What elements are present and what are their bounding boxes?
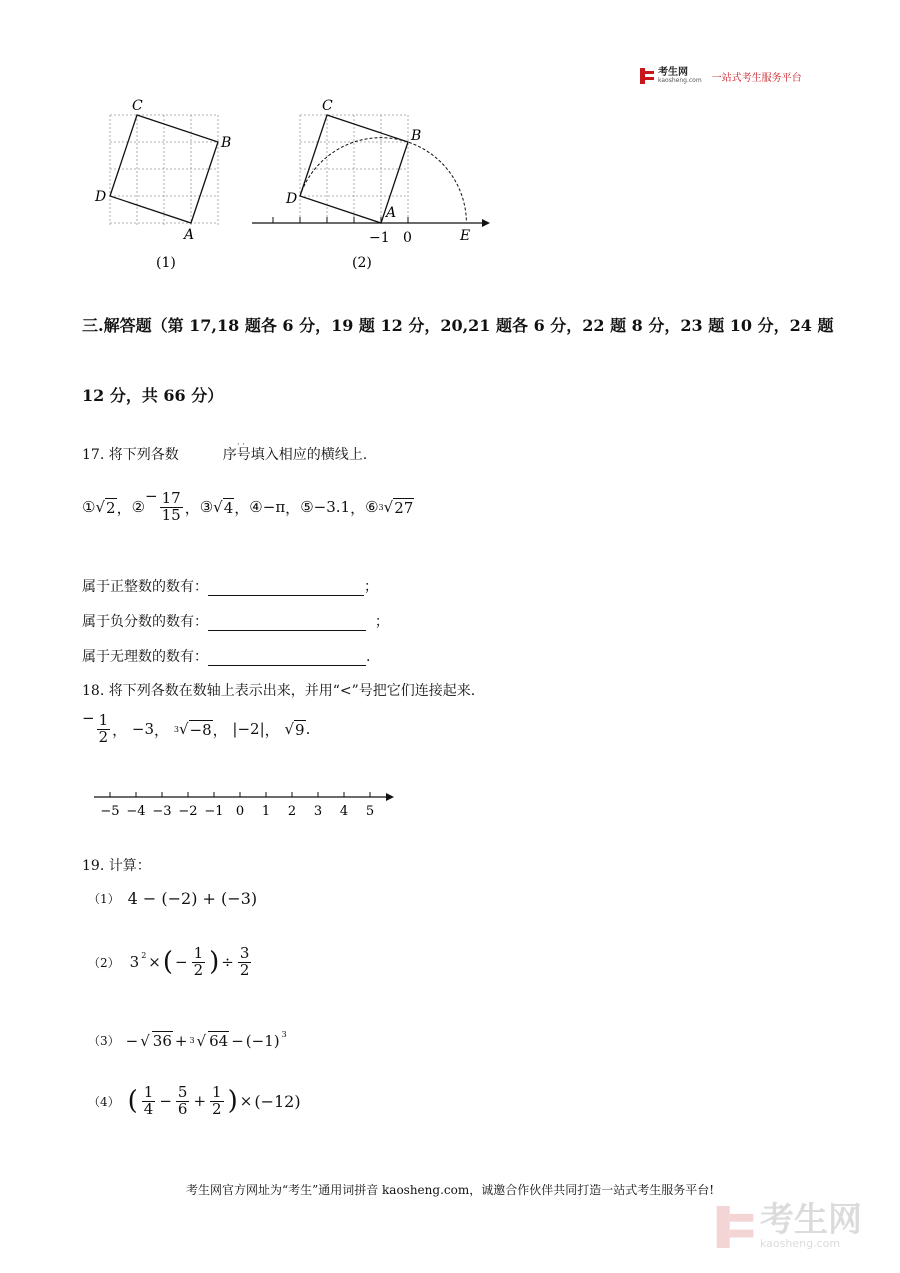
emphasis-dots: · · (237, 440, 245, 449)
q17-sep: ， (184, 498, 200, 517)
q18-n5-radicand: 9 (295, 720, 305, 739)
q17-row2-end: ； (374, 614, 389, 630)
watermark (716, 1200, 862, 1250)
q18-axis-tick-label: −5 (100, 804, 120, 819)
fig1-caption: (1) (156, 255, 176, 271)
q18-axis-tick-label: 0 (235, 804, 245, 819)
q18-sep: ， (264, 720, 280, 739)
q18-n1-fraction (97, 713, 111, 746)
header-brand (640, 68, 802, 84)
q19-p4-d2: 6 (177, 1099, 188, 1118)
q18-axis-tick-label: −4 (126, 804, 146, 819)
q17-row2-blank[interactable] (208, 616, 366, 631)
q17-n3-mark: ③ (199, 498, 214, 517)
sqrt-sign: √ (95, 498, 106, 517)
q18-axis-tick-label: 5 (365, 804, 375, 819)
q19-p4-label: （4） (88, 1094, 120, 1109)
q19-p3-index: 3 (189, 1036, 195, 1045)
q18-numbers (82, 709, 311, 746)
sqrt-sign: √ (196, 1031, 207, 1050)
q19-p2-base: 3 (129, 953, 140, 972)
q19-p3-plus: + (174, 1031, 188, 1050)
page-footer: 考生网官方网址为“考生”通用词拼音 kaosheng.com，诚邀合作伙伴共同打造一站式考生服务平台! (185, 1183, 715, 1197)
watermark-logo-icon (716, 1206, 754, 1248)
q19-p4-op1: − (159, 1092, 172, 1111)
q18-n2: −3 (131, 720, 155, 739)
q19-p3-neg: − (125, 1031, 139, 1050)
q17-sep: ， (116, 498, 132, 517)
q19-p3-paren: (−1) (245, 1031, 280, 1050)
watermark-text (760, 1200, 862, 1250)
figure-2-arc (300, 138, 466, 223)
q17-n1-radicand: 2 (106, 498, 116, 517)
q17-n2-fraction (160, 491, 183, 524)
q18-end: . (305, 720, 311, 739)
q19-p4-n3: 1 (212, 1083, 222, 1101)
q19-p2-num: 1 (193, 944, 204, 962)
q17-stem-b: 序号填入相应的横线上. (222, 447, 368, 463)
fig2-label-c: C (322, 98, 333, 114)
q17-sep: ， (285, 498, 301, 517)
q17-n2-sign: − (145, 487, 158, 506)
watermark-name: 考生网 (760, 1200, 862, 1240)
q17-stem (82, 444, 367, 464)
sqrt-sign: √ (140, 1031, 150, 1050)
figure-1-grid (110, 115, 218, 225)
q19-part1 (88, 889, 257, 908)
section-heading-line1: 三.解答题（第 17,18 题各 6 分，19 题 12 分，20,21 题各 6 分，22 题 8 分，23 题 10 分，24 题 (82, 316, 834, 335)
q19-p3-minus: − (231, 1031, 244, 1050)
q17-row3-end: . (366, 649, 371, 665)
q18-n1-num: 1 (98, 711, 109, 729)
q19-p2-frac1 (192, 946, 206, 979)
sqrt-sign: √ (383, 498, 394, 517)
q18-axis-tick-label: 2 (287, 804, 297, 819)
q18-axis-ticks (100, 792, 374, 819)
q18-sep: ， (112, 720, 128, 739)
q18-axis-tick-label: 3 (313, 804, 323, 819)
brand-url: kaosheng.com (658, 77, 702, 84)
q18-n4: |−2| (232, 720, 265, 739)
q19-part3 (88, 1031, 287, 1050)
q17-n3-radicand: 4 (223, 498, 234, 517)
q17-row3-label: 属于无理数的数有： (82, 649, 208, 665)
q17-n6-index: 3 (378, 502, 384, 512)
q17-n6-mark: ⑥ (365, 498, 379, 517)
q19-p4-d3: 2 (212, 1099, 222, 1118)
kaosheng-logo-icon (640, 68, 654, 84)
fig2-tick-label-0: 0 (403, 230, 412, 246)
q17-n2-num: 17 (161, 489, 181, 507)
q19-p2-exp: 2 (141, 950, 147, 960)
fig2-label-a: A (386, 205, 397, 221)
q17-n6-radicand: 27 (394, 498, 414, 517)
q17-n4: ④−π (249, 498, 286, 517)
q19-part4 (88, 1085, 301, 1118)
q19-p2-times: × (148, 953, 161, 972)
q19-p2-den2: 2 (239, 960, 250, 979)
fig1-label-d: D (95, 189, 107, 205)
q17-row1-label: 属于正整数的数有： (82, 579, 208, 595)
fig2-label-b: B (411, 128, 422, 144)
q18-n1-sign: − (82, 709, 95, 728)
q17-row-positive-integers (82, 576, 378, 596)
brand-text (658, 68, 702, 84)
q19-p2-num2: 3 (239, 944, 250, 962)
q17-numbers (82, 487, 414, 524)
q19-p4-n1: 1 (143, 1083, 154, 1101)
left-paren: ( (162, 947, 174, 978)
q19-p2-div: ÷ (221, 953, 234, 972)
q17-row-negative-fractions (82, 611, 389, 631)
fig1-label-c: C (132, 98, 143, 114)
q18-axis-tick-label: 4 (339, 804, 349, 819)
fig2-label-d: D (286, 191, 298, 207)
sqrt-sign: √ (213, 498, 223, 517)
right-paren: ) (227, 1086, 238, 1117)
brand-name: 考生网 (658, 67, 688, 78)
q17-stem-a: 17. 将下列各数 (82, 447, 179, 463)
q19-p3-label: （3） (88, 1034, 120, 1048)
q19-p1-label: （1） (88, 892, 120, 906)
q18-n1-den: 2 (98, 727, 109, 746)
q17-row-irrationals (82, 646, 370, 666)
q18-number-line (90, 785, 400, 825)
q19-p4-frac3 (210, 1085, 224, 1118)
q19-p2-label: （2） (88, 955, 120, 970)
q17-row3-blank[interactable] (208, 651, 366, 666)
q17-n5: ⑤−3.1 (300, 498, 351, 517)
q19-p4-times: × (239, 1092, 253, 1111)
q19-p4-frac1 (142, 1085, 156, 1118)
q17-sep: ， (234, 498, 250, 517)
right-paren: ) (209, 947, 220, 978)
q19-p4-op2: + (193, 1092, 207, 1111)
q17-n1-mark: ① (82, 498, 96, 517)
q19-p3-exp: 3 (281, 1030, 287, 1039)
fig1-label-b: B (221, 135, 232, 151)
q19-stem: 19. 计算： (82, 858, 151, 874)
q17-row2-label: 属于负分数的数有： (82, 614, 208, 630)
fig2-caption: (2) (352, 255, 372, 271)
sqrt-sign: √ (178, 720, 189, 739)
q19-p4-n2: 5 (177, 1083, 188, 1101)
fig2-label-e: E (460, 228, 471, 244)
brand-tagline: 一站式考生服务平台 (711, 72, 802, 84)
q18-stem: 18. 将下列各数在数轴上表示出来，并用“<”号把它们连接起来. (82, 683, 476, 699)
q18-sep: ， (212, 720, 228, 739)
fig2-tick-label-minus1: −1 (369, 230, 390, 246)
q18-axis-tick-label: −1 (204, 804, 224, 819)
q19-p4-paren: (−12) (254, 1091, 301, 1111)
sqrt-sign: √ (284, 720, 295, 739)
q17-n2-den: 15 (161, 505, 181, 524)
fig1-label-a: A (184, 227, 195, 243)
q19-p2-den: 2 (193, 960, 204, 979)
q19-p3-rad1: 36 (152, 1032, 172, 1050)
q19-p4-d1: 4 (143, 1099, 154, 1118)
geometry-figures (90, 95, 500, 280)
q17-row1-blank[interactable] (208, 581, 364, 596)
q19-p2-sign: − (175, 953, 188, 972)
q18-axis-tick-label: −2 (178, 804, 198, 819)
watermark-url: kaosheng.com (760, 1237, 841, 1250)
q17-sep: ， (350, 498, 366, 517)
q18-axis-tick-label: 1 (261, 804, 271, 819)
q17-row1-end: ； (364, 579, 378, 595)
q18-axis-tick-label: −3 (152, 804, 172, 819)
q17-n2-mark: ② (131, 498, 146, 517)
figure-2-axis-arrow (482, 219, 490, 227)
q19-p4-frac2 (176, 1085, 190, 1118)
section-heading-line2: 12 分，共 66 分） (82, 386, 224, 405)
q18-n3-radicand: −8 (189, 720, 212, 739)
q19-p3-rad2: 64 (209, 1032, 229, 1050)
q18-sep: ， (154, 720, 170, 739)
q19-p1-expr: 4 − (−2) + (−3) (127, 889, 258, 908)
q18-axis-arrow (386, 793, 394, 801)
left-paren: ( (127, 1086, 138, 1117)
q19-p2-frac2 (238, 946, 252, 979)
q19-part2 (88, 946, 253, 979)
q18-n3-index: 3 (173, 724, 179, 734)
